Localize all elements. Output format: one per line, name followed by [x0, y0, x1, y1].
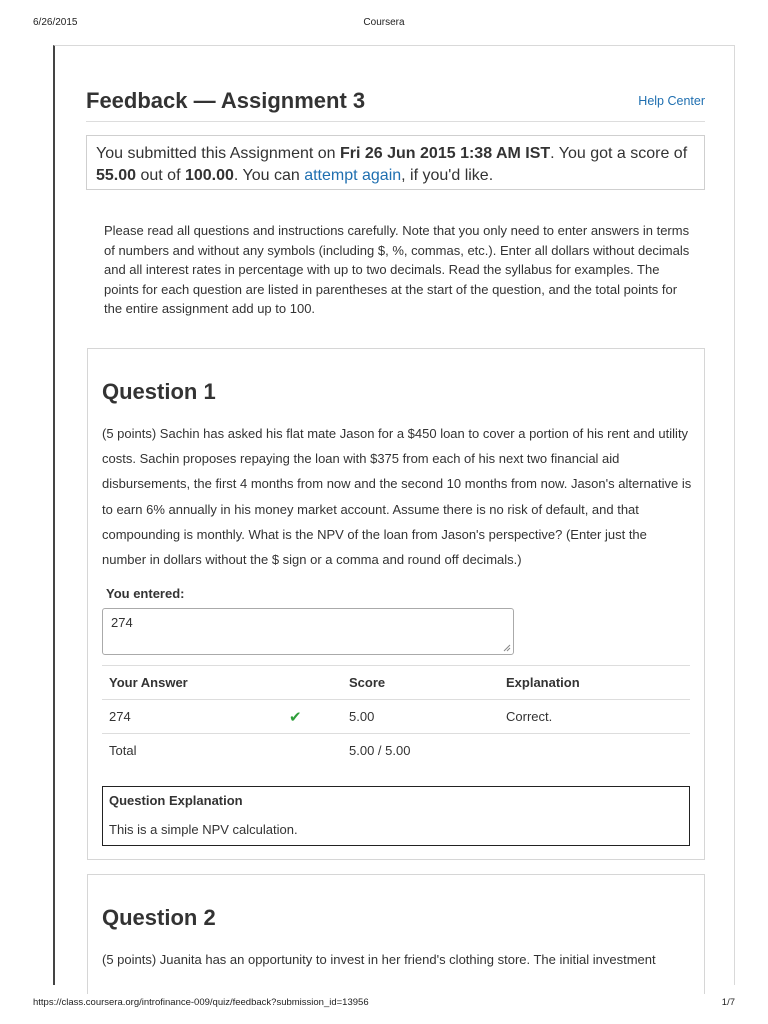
answer-textarea[interactable] [102, 608, 514, 655]
you-entered-label: You entered: [106, 586, 185, 601]
table-row [102, 700, 690, 734]
submission-prefix: You submitted this Assignment on [96, 145, 340, 162]
submission-score: 55.00 [96, 167, 137, 184]
total-explanation [499, 734, 690, 768]
question-heading: Question 2 [102, 905, 216, 930]
header-blank [282, 666, 342, 700]
row-explanation: Correct. [499, 700, 690, 734]
submission-mid2: out of [136, 167, 185, 184]
title-divider [86, 121, 705, 122]
submission-mid1: . You got a score of [550, 145, 688, 162]
answer-table [102, 665, 690, 768]
checkmark-icon: ✔ [289, 708, 302, 726]
total-blank [282, 734, 342, 768]
submission-summary [86, 135, 705, 190]
question-explanation-title: Question Explanation [109, 793, 243, 808]
question-explanation-box [102, 786, 690, 846]
resize-grip-icon[interactable] [503, 644, 511, 652]
print-title: Coursera [363, 17, 405, 28]
question-card-1 [87, 348, 705, 860]
print-footer-page: 1/7 [721, 997, 735, 1008]
submission-max-score: 100.00 [184, 167, 234, 184]
answer-value: 274 [111, 615, 133, 630]
question-card-2 [87, 874, 705, 994]
question-text: (5 points) Juanita has an opportunity to invest in her friend's clothing store. The initial investment [102, 952, 656, 967]
answer-table-header [102, 666, 690, 700]
row-score: 5.00 [342, 700, 499, 734]
total-score: 5.00 / 5.00 [342, 734, 499, 768]
attempt-again-link[interactable]: attempt again [304, 167, 402, 184]
print-footer-url: https://class.coursera.org/introfinance-009/quiz/feedback?submission_id=13956 [33, 997, 369, 1008]
table-row-total [102, 734, 690, 768]
row-answer: 274 [102, 700, 282, 734]
submission-suffix: , if you'd like. [401, 167, 494, 184]
question-heading: Question 1 [102, 379, 216, 404]
submission-mid3: . You can [233, 167, 305, 184]
help-center-link[interactable]: Help Center [638, 94, 705, 108]
instructions-text: Please read all questions and instructions carefully. Note that you only need to enter answers in terms of numbers and without any symbols (including $, %, commas, etc.). Enter all dollars without decimals and all interest rates in percentage with up to two decimals. Read the syllabus for examples. The points for each question are listed in parentheses at the start of the question, and the total points for the entire assignment add up to 100. [104, 223, 690, 316]
submission-date: Fri 26 Jun 2015 1:38 AM IST [340, 145, 551, 162]
header-your-answer: Your Answer [102, 666, 282, 700]
row-check-cell [282, 700, 342, 734]
page-title: Feedback — Assignment 3 [86, 88, 366, 113]
total-label: Total [102, 734, 282, 768]
question-explanation-text: This is a simple NPV calculation. [109, 822, 298, 837]
header-explanation: Explanation [499, 666, 690, 700]
header-score: Score [342, 666, 499, 700]
question-text: (5 points) Sachin has asked his flat mate Jason for a $450 loan to cover a portion of his rent and utility costs. Sachin proposes repaying the loan with $375 from each of his next two financial aid disbursements, the first 4 months from now and the second 10 months from now. Jason's alternative is to earn 6% annually in his money market account. Assume there is no risk of default, and that compounding is monthly. What is the NPV of the loan from Jason's perspective? (Enter just the number in dollars without the $ sign or a comma and round off decimals.) [102, 426, 692, 568]
print-date: 6/26/2015 [33, 17, 78, 28]
